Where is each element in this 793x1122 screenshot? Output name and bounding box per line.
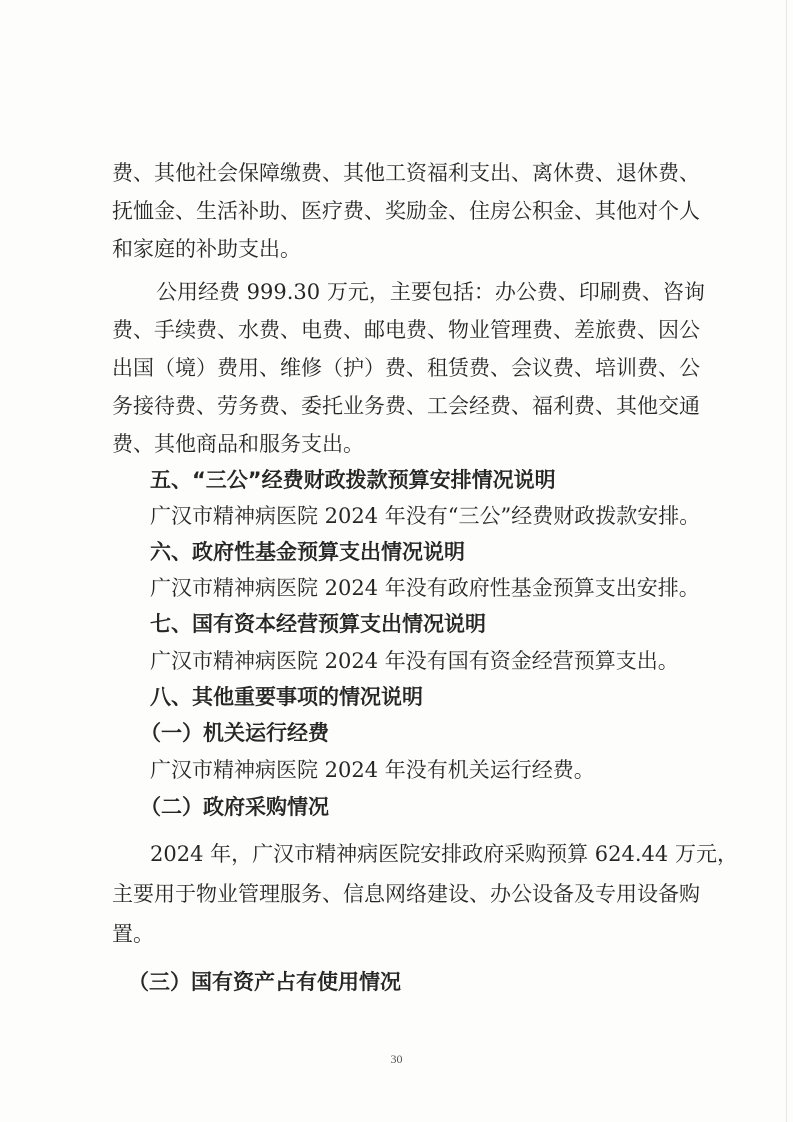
- paragraph-line: 公用经费 999.30 万元，主要包括：办公费、印刷费、咨询: [156, 280, 705, 304]
- section-heading: 五、“三公”经费财政拨款预算安排情况说明: [150, 468, 556, 492]
- paragraph-line: 务接待费、劳务费、委托业务费、工会经费、福利费、其他交通: [112, 394, 700, 418]
- section-heading: 七、国有资本经营预算支出情况说明: [150, 612, 486, 636]
- paragraph-line: 广汉市精神病医院 2024 年没有机关运行经费。: [150, 758, 595, 782]
- paragraph-line: 广汉市精神病医院 2024 年没有政府性基金预算支出安排。: [150, 576, 700, 600]
- subsection-heading: （三）国有资产占有使用情况: [128, 970, 401, 994]
- paragraph-line: 2024 年，广汉市精神病医院安排政府采购预算 624.44 万元，: [150, 842, 738, 866]
- paragraph-line: 主要用于物业管理服务、信息网络建设、办公设备及专用设备购: [112, 882, 700, 906]
- paragraph-line: 广汉市精神病医院 2024 年没有“三公”经费财政拨款安排。: [150, 504, 701, 528]
- paragraph-line: 和家庭的补助支出。: [112, 237, 301, 261]
- paragraph-line: 费、其他商品和服务支出。: [112, 432, 364, 456]
- paragraph-line: 置。: [112, 922, 154, 946]
- paragraph-line: 费、其他社会保障缴费、其他工资福利支出、离休费、退休费、: [112, 161, 700, 185]
- subsection-heading: （二）政府采购情况: [140, 795, 329, 819]
- section-heading: 六、政府性基金预算支出情况说明: [150, 540, 465, 564]
- paragraph-line: 费、手续费、水费、电费、邮电费、物业管理费、差旅费、因公: [112, 318, 700, 342]
- paragraph-line: 广汉市精神病医院 2024 年没有国有资金经营预算支出。: [150, 649, 679, 673]
- subsection-heading: （一）机关运行经费: [140, 721, 329, 745]
- page-number: 30: [390, 1052, 403, 1066]
- paragraph-line: 出国（境）费用、维修（护）费、租赁费、会议费、培训费、公: [112, 356, 700, 380]
- scan-edge-line: [786, 0, 787, 1122]
- paragraph-line: 抚恤金、生活补助、医疗费、奖励金、住房公积金、其他对个人: [112, 199, 700, 223]
- section-heading: 八、其他重要事项的情况说明: [150, 685, 423, 709]
